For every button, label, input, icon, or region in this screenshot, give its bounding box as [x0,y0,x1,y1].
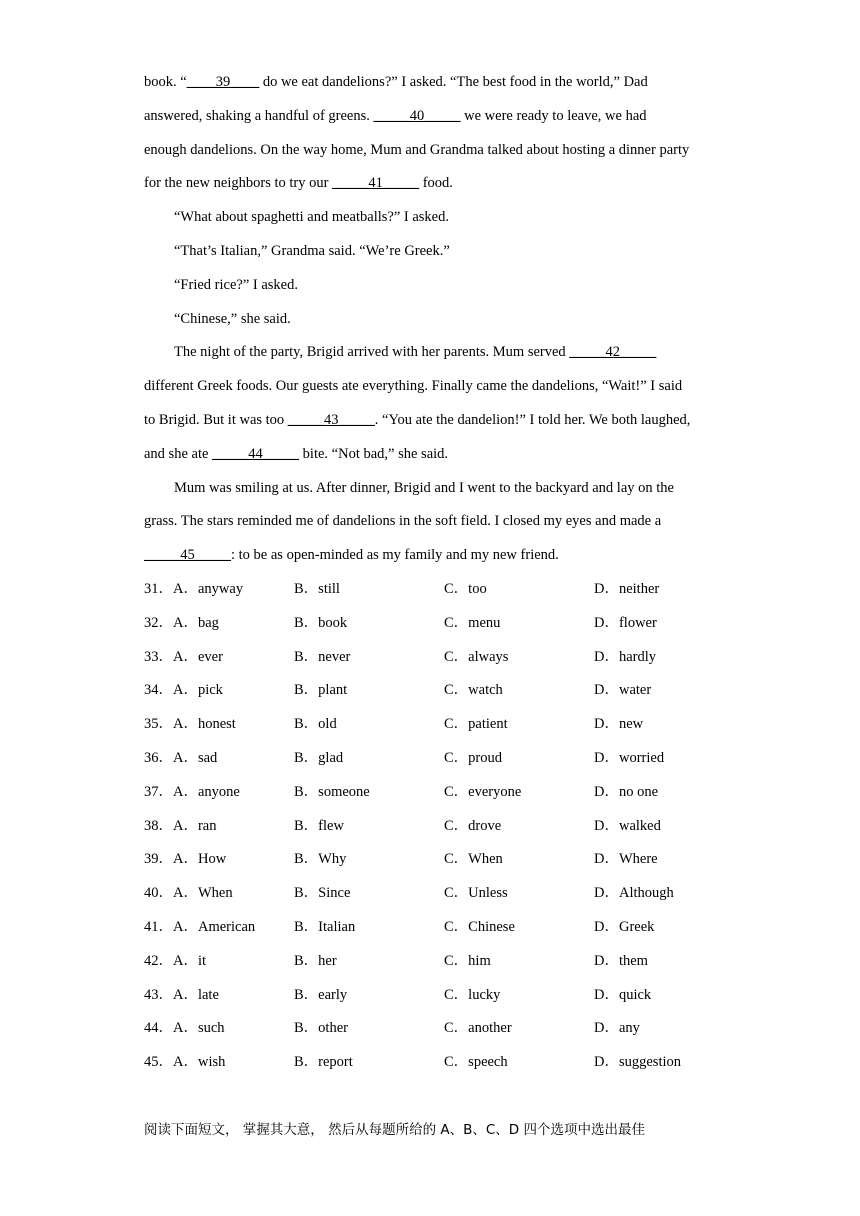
option-d: D．any [594,1020,640,1037]
question-row [144,877,744,911]
passage-text: “Chinese,” she said. [174,310,291,327]
passage-text: answered, shaking a handful of greens. [144,107,374,124]
option-a: A．such [173,1020,225,1037]
option-a: A．American [173,918,256,935]
option-c: C．menu [444,614,501,631]
option-c: C．proud [444,749,502,766]
option-b: B．Why [294,851,347,868]
passage-line [144,539,734,573]
passage-text: “Fried rice?” I asked. [174,276,298,293]
question-number: 36． [144,749,173,766]
passage-text: Mum was smiling at us. After dinner, Brigid and I went to the backyard and lay on the [174,479,674,496]
passage-text: enough dandelions. On the way home, Mum and Grandma talked about hosting a dinner party [144,141,690,158]
option-c: C．too [444,581,487,597]
question-number-and-option-a [144,708,236,742]
question-number-and-option-a [144,742,217,776]
passage-text: . “You ate the dandelion!” I told her. We both laughed, [374,411,691,428]
question-number-and-option-a [144,877,233,911]
option-c: C．Unless [444,885,508,902]
option-b: B．Since [294,885,351,902]
question-number-and-option-a [144,945,206,979]
question-number: 45． [144,1054,173,1071]
passage-line [144,336,734,370]
question-number-and-option-a [144,843,226,877]
option-a: A．late [173,986,219,1003]
passage-text: for the new neighbors to try our [144,175,333,192]
option-a: A．ran [173,817,217,834]
option-b: B．report [294,1054,353,1071]
option-d: D．no one [594,783,659,800]
option-c: C．speech [444,1054,508,1071]
option-d: D．worried [594,749,665,766]
option-c: C．When [444,851,503,868]
passage-line [144,235,734,269]
passage-line [144,505,734,539]
passage-line [144,134,734,168]
question-number-and-option-a [144,776,240,810]
question-number: 35． [144,716,173,733]
question-row [144,607,744,641]
passage-text: different Greek foods. Our guests ate everything. Finally came the dandelions, “Wait!” I said [144,378,683,395]
passage-line [144,201,734,235]
option-d: D．them [594,952,648,969]
passage-text: we were ready to leave, we had [460,107,647,124]
option-a: A．wish [173,1054,226,1071]
question-row [144,573,744,607]
answer-blank: _____45_____ [144,547,231,564]
answer-blank: _____41_____ [332,175,420,192]
question-number-and-option-a [144,810,217,844]
option-c: C．another [444,1020,512,1037]
passage-text: do we eat dandelions?” I asked. “The best food in the world,” Dad [259,74,648,90]
passage-text: bite. “Not bad,” she said. [299,445,449,462]
option-c: C．watch [444,682,503,699]
question-number-and-option-a [144,573,243,607]
passage-text: and she ate [144,445,213,462]
option-c: C．patient [444,716,508,733]
option-c: C．lucky [444,986,501,1003]
passage-line [144,66,734,100]
question-number-and-option-a [144,674,223,708]
answer-blank: _____43_____ [287,411,375,428]
passage-line [144,100,734,134]
question-row [144,1046,744,1080]
option-a: A．bag [173,614,219,631]
option-d: D．Although [594,885,674,902]
question-number: 44． [144,1020,173,1037]
question-number: 37． [144,783,173,800]
question-row [144,843,744,877]
passage-text: grass. The stars reminded me of dandelions in the soft field. I closed my eyes and made a [144,513,662,530]
passage-text: “What about spaghetti and meatballs?” I asked. [174,209,449,226]
option-d: D．Where [594,851,658,868]
option-d: D．Greek [594,918,655,935]
option-a: A．How [173,851,227,868]
option-a: A．pick [173,682,223,699]
question-number-and-option-a [144,641,223,675]
passage-text: to Brigid. But it was too [144,411,288,428]
option-c: C．always [444,648,509,665]
next-section-instruction: 阅读下面短文， 掌握其大意， 然后从每题所给的 A、B、C、D 四个选项中选出最佳 [144,1122,645,1138]
passage-line [144,472,734,506]
passage-line [144,303,734,337]
option-b: B．never [294,648,351,665]
question-number-and-option-a [144,1046,225,1080]
question-number: 38． [144,817,173,834]
option-b: B．flew [294,817,344,834]
option-c: C．Chinese [444,918,515,935]
option-d: D．water [594,682,652,699]
question-number-and-option-a [144,1012,225,1046]
option-d: D．new [594,716,644,733]
passage-line [144,167,734,201]
option-a: A．anyone [173,783,240,800]
option-c: C．him [444,952,491,969]
option-b: B．still [294,581,340,597]
option-b: B．someone [294,783,370,800]
option-d: D．suggestion [594,1054,681,1071]
passage-text: : to be as open-minded as my family and my new friend. [231,547,559,564]
question-number-and-option-a [144,979,219,1013]
passage-text: book. “ [144,74,187,90]
option-c: C．drove [444,817,502,834]
question-number: 40． [144,885,173,902]
question-number: 31． [144,581,173,597]
answer-options-list [144,573,744,1080]
question-row [144,1012,744,1046]
question-number: 32． [144,614,173,631]
option-d: D．hardly [594,648,657,665]
option-b: B．book [294,614,348,631]
question-row [144,742,744,776]
option-d: D．quick [594,986,652,1003]
passage-text: The night of the party, Brigid arrived with her parents. Mum served [174,344,570,361]
option-b: B．glad [294,749,344,766]
question-row [144,674,744,708]
question-row [144,776,744,810]
question-number-and-option-a [144,607,219,641]
question-number: 39． [144,851,173,868]
option-b: B．early [294,986,348,1003]
question-row [144,945,744,979]
option-b: B．other [294,1020,348,1037]
option-a: A．When [173,885,233,902]
reading-passage [144,66,734,573]
question-number: 42． [144,952,173,969]
question-row [144,979,744,1013]
passage-text: food. [419,175,453,192]
option-d: D．walked [594,817,661,834]
passage-line [144,370,734,404]
option-a: A．sad [173,749,218,766]
question-number-and-option-a [144,911,255,945]
question-number: 34． [144,682,173,699]
question-row [144,708,744,742]
passage-line [144,438,734,472]
question-number: 33． [144,648,173,665]
question-row [144,810,744,844]
passage-text: “That’s Italian,” Grandma said. “We’re Greek.” [174,242,450,259]
answer-blank: _____42_____ [569,344,657,361]
option-a: A．honest [173,716,236,733]
option-a: A．it [173,952,207,969]
question-row [144,911,744,945]
passage-line [144,404,734,438]
option-b: B．her [294,952,337,969]
option-b: B．old [294,716,337,733]
option-a: A．ever [173,648,223,665]
question-number: 41． [144,918,173,935]
option-a: A．anyway [173,581,244,597]
answer-blank: _____40_____ [373,107,461,124]
question-row [144,641,744,675]
answer-blank: _____44_____ [212,445,300,462]
question-number: 43． [144,986,173,1003]
passage-line [144,269,734,303]
answer-blank: ____39____ [186,74,260,90]
option-b: B．plant [294,682,348,699]
option-b: B．Italian [294,918,356,935]
option-c: C．everyone [444,783,522,800]
option-d: D．neither [594,581,660,597]
option-d: D．flower [594,614,657,631]
